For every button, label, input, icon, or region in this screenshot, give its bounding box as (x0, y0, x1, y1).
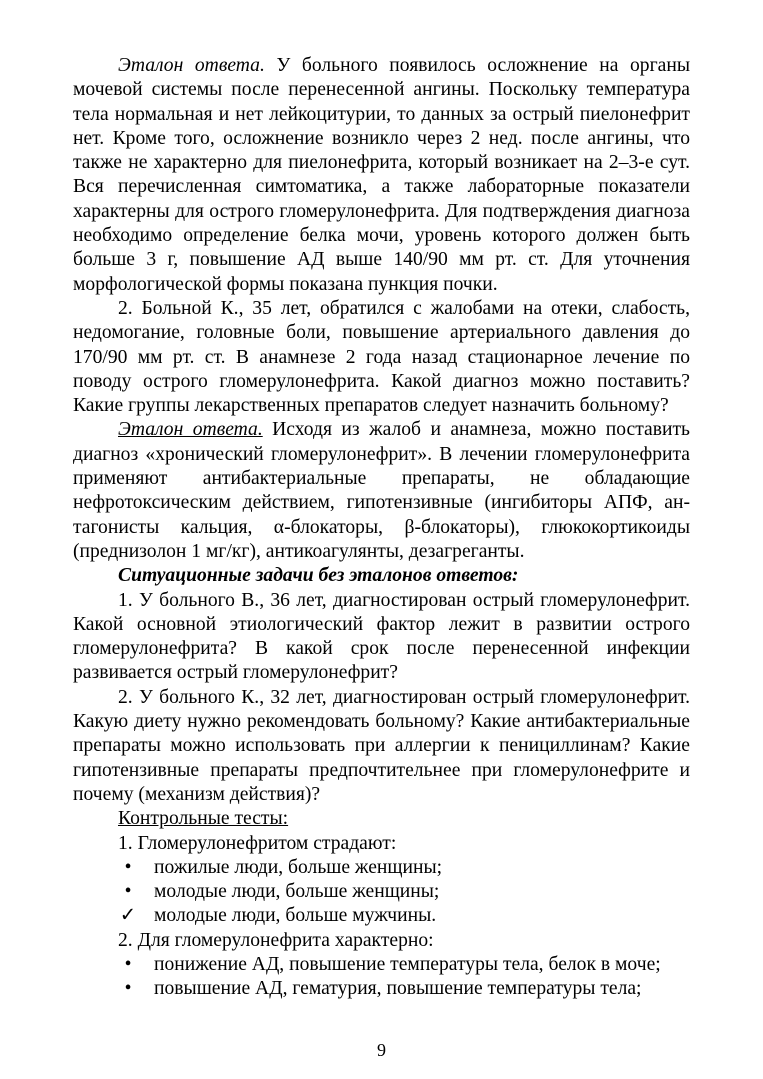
page-content (73, 54, 690, 1002)
task-without-answer-1: 1. У больного В., 36 лет, диагностирован острый гломерулонефрит. Какой основной этиологический фактор лежит в развитии острого гломерулонефрита? В какой срок после перенесенной инфекции развивается острый гломерулонефрит? (73, 589, 690, 684)
option-text: молодые люди, больше женщины; (154, 881, 440, 903)
bullet-icon: • (124, 978, 132, 1000)
option-text: пожилые люди, больше женщины; (154, 856, 443, 878)
test-option (73, 856, 690, 880)
task-paragraph-2: 2. Больной К., 35 лет, обратился с жалобами на отеки, слабость, недомогание, головные боли, повышение артериального давления до 170/90 мм рт. ст. В анамнезе 2 года назад стационарное лечение по поводу острого гломерулонефрита. Какой диагноз можно поставить? Какие группы лекарственных препаратов следует назначить больному? (73, 297, 690, 417)
section-heading-tasks: Ситуационные задачи без эталонов ответов: (118, 565, 519, 587)
answer-text: У больного появилось осложнение на органы мочевой системы после перенесенной ангины. Поскольку температура тела нормальная и нет лейкоцитурии, то данных за острый пиелонефрит нет. Кроме того, осложнение возникло через 2 нед. после ангины, что также не характерно для пиелонефрита, который возникает на 2–3-е сут. Вся перечисленная симтоматика, а также лабораторные показатели характерны для острого гломерулонефрита. Для подтверждения диагноза необходимо определение белка мочи, уровень которого должен быть больше 3 г, повышение АД выше 140/90 мм рт. ст. Для уточнения морфологической формы показана пункция почки. (73, 55, 690, 295)
test-option (73, 977, 690, 1001)
test-option-correct (73, 904, 690, 928)
option-text: повышение АД, гематурия, повышение температуры тела; (154, 978, 642, 1000)
tests-heading: Контрольные тесты: (118, 808, 289, 830)
page-number: 9 (377, 1040, 386, 1060)
option-text: понижение АД, повышение температуры тела, белок в моче; (154, 953, 661, 975)
answer-paragraph-2 (73, 418, 690, 564)
answer-text: Исходя из жалоб и анамнеза, можно поставить диагноз «хронический гломерулонефрит». В лечении гломерулонефрита применяют антибактериальные препараты, не обладающие нефротоксическим действием, гипотензивные (ингибиторы АПФ, антагонисты кальция, α-блокаторы, β-блокаторы), глюкокортикоиды (преднизолон 1 мг/кг), антикоагулянты, дезагреганты. (73, 419, 690, 562)
test-option (73, 953, 690, 977)
bullet-icon: • (124, 881, 132, 903)
task-without-answer-2: 2. У больного К., 32 лет, диагностирован острый гломерулонефрит. Какую диету нужно рекомендовать больному? Какие антибактериальные препараты можно использовать при аллергии к пенициллинам? Какие гипотензивные препараты предпочтительнее при гломерулонефрите и почему (механизм действия)? (73, 686, 690, 805)
answer-label: Эталон ответа. (118, 419, 263, 441)
bullet-icon: • (124, 856, 132, 878)
test-question-1: 1. Гломерулонефритом страдают: (118, 832, 397, 854)
answer-label: Эталон ответа. (118, 55, 265, 76)
checkmark-icon: ✓ (119, 905, 137, 927)
answer-paragraph-1 (73, 54, 690, 297)
bullet-icon: • (124, 953, 132, 975)
test-option (73, 880, 690, 904)
option-text: молодые люди, больше мужчины. (154, 905, 437, 927)
test-question-2: 2. Для гломерулонефрита характерно: (118, 929, 434, 951)
